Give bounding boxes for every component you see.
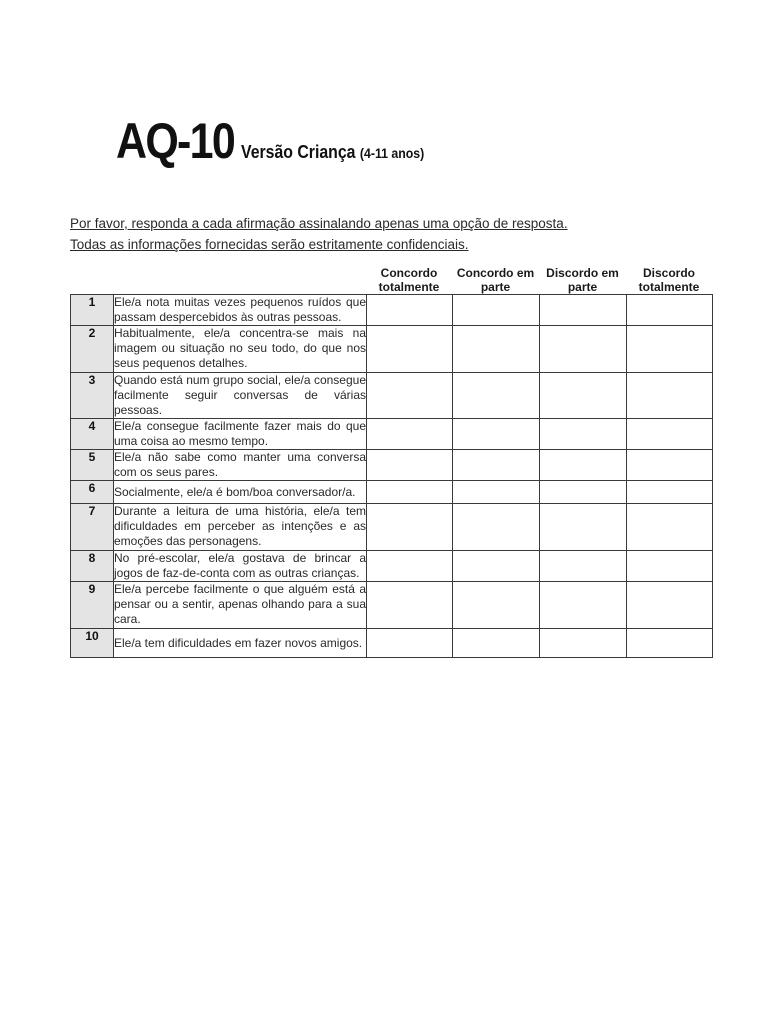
answer-discordo-em-parte[interactable] xyxy=(540,481,627,504)
answer-concordo-totalmente[interactable] xyxy=(367,629,453,658)
table-row xyxy=(71,419,713,450)
answer-concordo-em-parte[interactable] xyxy=(453,373,540,419)
answer-concordo-totalmente[interactable] xyxy=(367,582,453,629)
item-number: 3 xyxy=(71,373,114,419)
column-header-discordo-em-parte xyxy=(539,266,626,294)
answer-discordo-em-parte[interactable] xyxy=(540,582,627,629)
column-header-line: Discordo em xyxy=(546,266,619,280)
questionnaire-table xyxy=(70,294,713,658)
answer-concordo-em-parte[interactable] xyxy=(453,295,540,326)
item-number: 6 xyxy=(71,481,114,504)
answer-concordo-em-parte[interactable] xyxy=(453,450,540,481)
answer-concordo-totalmente[interactable] xyxy=(367,450,453,481)
answer-concordo-em-parte[interactable] xyxy=(453,326,540,373)
item-number: 9 xyxy=(71,582,114,629)
item-text: Ele/a tem dificuldades em fazer novos amigos. xyxy=(114,629,367,658)
answer-discordo-em-parte[interactable] xyxy=(540,629,627,658)
answer-discordo-em-parte[interactable] xyxy=(540,551,627,582)
answer-discordo-totalmente[interactable] xyxy=(627,582,713,629)
answer-concordo-em-parte[interactable] xyxy=(453,481,540,504)
answer-discordo-em-parte[interactable] xyxy=(540,419,627,450)
item-text: Socialmente, ele/a é bom/boa conversador/a. xyxy=(114,481,367,504)
answer-concordo-em-parte[interactable] xyxy=(453,504,540,551)
column-header-line: Concordo em xyxy=(456,266,535,280)
age-range: (4-11 anos) xyxy=(360,145,425,161)
column-header-discordo-totalmente xyxy=(626,266,712,294)
column-header-line: totalmente xyxy=(378,280,440,294)
answer-concordo-totalmente[interactable] xyxy=(367,373,453,419)
item-number: 2 xyxy=(71,326,114,373)
answer-discordo-totalmente[interactable] xyxy=(627,450,713,481)
column-header-concordo-em-parte xyxy=(452,266,539,294)
answer-concordo-totalmente[interactable] xyxy=(367,481,453,504)
answer-discordo-em-parte[interactable] xyxy=(540,326,627,373)
answer-concordo-totalmente[interactable] xyxy=(367,326,453,373)
answer-concordo-em-parte[interactable] xyxy=(453,582,540,629)
title-main: AQ-10 xyxy=(116,113,235,169)
answer-concordo-totalmente[interactable] xyxy=(367,295,453,326)
item-text: Habitualmente, ele/a concentra-se mais na imagem ou situação no seu todo, do que nos seus pequenos detalhes. xyxy=(114,326,367,373)
item-text: Ele/a consegue facilmente fazer mais do que uma coisa ao mesmo tempo. xyxy=(114,419,366,448)
table-row xyxy=(71,629,713,658)
answer-concordo-totalmente[interactable] xyxy=(367,551,453,582)
table-row xyxy=(71,481,713,504)
answer-discordo-em-parte[interactable] xyxy=(540,373,627,419)
table-row xyxy=(71,504,713,551)
answer-discordo-totalmente[interactable] xyxy=(627,326,713,373)
answer-concordo-em-parte[interactable] xyxy=(453,629,540,658)
column-header-line: totalmente xyxy=(638,280,700,294)
answer-discordo-totalmente[interactable] xyxy=(627,504,713,551)
item-text: Ele/a percebe facilmente o que alguém está a pensar ou a sentir, apenas olhando para a sua cara. xyxy=(114,582,367,629)
item-text: Ele/a não sabe como manter uma conversa com os seus pares. xyxy=(114,450,366,479)
title-subtitle xyxy=(241,142,424,163)
answer-discordo-totalmente[interactable] xyxy=(627,481,713,504)
instruction-line-2: Todas as informações fornecidas serão estritamente confidenciais. xyxy=(70,237,469,252)
answer-discordo-totalmente[interactable] xyxy=(627,295,713,326)
answer-discordo-em-parte[interactable] xyxy=(540,450,627,481)
item-text: Durante a leitura de uma história, ele/a tem dificuldades em perceber as intenções e as emoções das personagens. xyxy=(114,504,367,551)
page-title xyxy=(116,112,450,170)
answer-concordo-totalmente[interactable] xyxy=(367,419,453,450)
answer-discordo-totalmente[interactable] xyxy=(627,419,713,450)
answer-discordo-em-parte[interactable] xyxy=(540,295,627,326)
table-row xyxy=(71,551,713,582)
answer-discordo-em-parte[interactable] xyxy=(540,504,627,551)
answer-discordo-totalmente[interactable] xyxy=(627,629,713,658)
table-row xyxy=(71,582,713,629)
answer-concordo-em-parte[interactable] xyxy=(453,551,540,582)
item-text: No pré-escolar, ele/a gostava de brincar a jogos de faz-de-conta com as outras crianças. xyxy=(114,551,366,580)
answer-discordo-totalmente[interactable] xyxy=(627,551,713,582)
column-header-line: parte xyxy=(567,280,598,294)
table-row xyxy=(71,295,713,326)
table-row xyxy=(71,326,713,373)
column-header-line: parte xyxy=(480,280,511,294)
item-number: 1 xyxy=(71,295,114,326)
column-header-concordo-totalmente xyxy=(366,266,452,294)
item-number: 10 xyxy=(71,629,114,658)
item-number: 4 xyxy=(71,419,114,450)
item-number: 8 xyxy=(71,551,114,582)
column-header-line: Discordo xyxy=(642,266,695,280)
item-number: 5 xyxy=(71,450,114,481)
item-number: 7 xyxy=(71,504,114,551)
column-header-line: Concordo xyxy=(380,266,438,280)
item-text: Ele/a nota muitas vezes pequenos ruídos que passam despercebidos às outras pessoas. xyxy=(114,295,366,324)
table-row xyxy=(71,373,713,419)
subtitle-text: Versão Criança xyxy=(241,142,356,162)
answer-discordo-totalmente[interactable] xyxy=(627,373,713,419)
table-row xyxy=(71,450,713,481)
answer-concordo-em-parte[interactable] xyxy=(453,419,540,450)
answer-concordo-totalmente[interactable] xyxy=(367,504,453,551)
instruction-line-1: Por favor, responda a cada afirmação assinalando apenas uma opção de resposta. xyxy=(70,216,568,231)
item-text: Quando está num grupo social, ele/a consegue facilmente seguir conversas de várias pessoas. xyxy=(114,373,366,417)
